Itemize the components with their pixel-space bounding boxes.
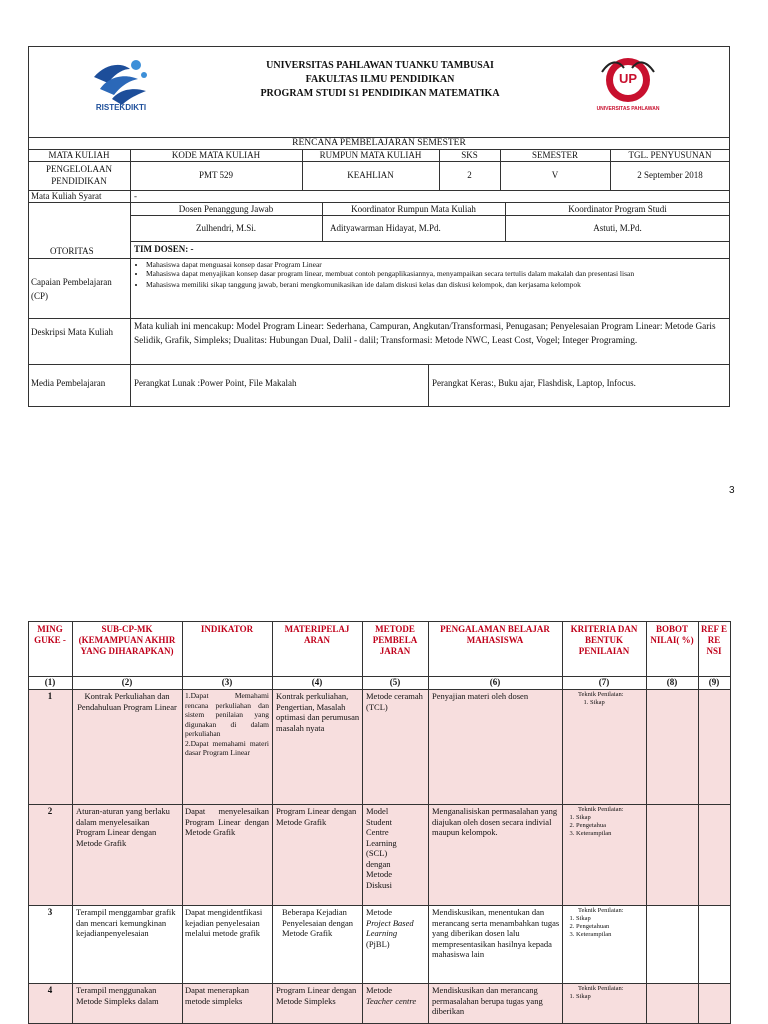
otoritas-label: OTORITAS <box>50 246 94 256</box>
kriteria-title: Teknik Penilaian: <box>578 985 624 992</box>
pengalaman: Mendiskusikan, menentukan dan merancang serta menambahkan tugas yang diberikan dosen lalu mempresentasikan hasilnya kepada mahasiswa lain <box>432 907 560 959</box>
desc-value: Mata kuliah ini mencakup: Model Program Linear: Sederhana, Campuran, Angkutan/Transformasi, Penugasan; Penyelesaian Program Linear: Metode Garis Selidik, Grafik, Simpleks; Dualitas: Hubungan Dual, Dalil - dalil; Transformasi: Metode NWC, Least Cost, Vogel; Integer Programing. <box>134 322 716 346</box>
indikator: Dapat mengidentfikasi kejadian penyelesaian melalui metode grafik <box>185 907 263 938</box>
metode <box>366 985 426 1023</box>
faculty-name: FAKULTAS ILMU PENDIDIKAN <box>305 74 455 85</box>
kriteria-item: 1. Sikap <box>590 699 644 707</box>
th-kriteria: KRITERIA DAN BENTUK PENILAIAN <box>570 624 638 656</box>
pengalaman: Mendiskusikan dan merancang permasalahan berupa tugas yang diberikan <box>432 985 543 1016</box>
cp-item: • Mahasiswa dapat menguasai konsep dasar Program Linear <box>146 260 724 269</box>
prereq-value: - <box>134 191 137 201</box>
val-semester: V <box>551 170 559 180</box>
prereq-label: Mata Kuliah Syarat <box>31 191 102 201</box>
indikator-1: 1.Dapat Memahami rencana perkuliahan dan sistem penilaian yang digunakan di dalam perkuliahan <box>185 691 269 738</box>
page-number: 3 <box>729 485 735 496</box>
media-soft: Perangkat Lunak :Power Point, File Makalah <box>134 378 297 388</box>
tim-dosen: TIM DOSEN: - <box>134 244 194 254</box>
materi: Program Linear dengan Metode Grafik <box>276 806 357 827</box>
val-sks: 2 <box>467 170 472 180</box>
colnum: (2) <box>121 677 133 687</box>
indikator-2: 2.Dapat memahami materi dasar Program Linear <box>185 738 269 757</box>
week-number: 1 <box>47 691 53 701</box>
cp-item: • Mahasiswa dapat menyajikan konsep dasar program linear, membuat contoh pengaplikasiannya, menyampaikan secara tertulis dalam makalah dan presentasi lisan <box>146 269 724 278</box>
metode-name: Project Based Learning <box>366 917 414 938</box>
metode-suffix: (PjBL) <box>366 938 390 949</box>
colnum: (1) <box>44 677 56 687</box>
colnum: (7) <box>598 677 610 687</box>
col-semester: SEMESTER <box>531 150 578 160</box>
kriteria <box>578 691 644 707</box>
kriteria-item: 3. Keterampilan <box>576 931 644 939</box>
kriteria-item: 2. Pengetahua <box>576 822 644 830</box>
rps-title: RENCANA PEMBELAJARAN SEMESTER <box>292 138 466 148</box>
col-kode: KODE MATA KULIAH <box>171 150 261 160</box>
col-mata-kuliah: MATA KULIAH <box>48 150 110 160</box>
role-prodi: Koordinator Program Studi <box>568 204 667 214</box>
th-sub-cp: SUB-CP-MK (KEMAMPUAN AKHIR YANG DIHARAPKAN) <box>78 624 176 656</box>
media-hard: Perangkat Keras:, Buku ajar, Flashdisk, Laptop, Infocus. <box>432 378 636 388</box>
universitas-pahlawan-logo <box>596 54 660 120</box>
colnum: (5) <box>389 677 401 687</box>
col-tgl: TGL. PENYUSUNAN <box>628 150 712 160</box>
colnum: (3) <box>221 677 233 687</box>
indikator: Dapat menerapkan metode simpleks <box>185 985 249 1006</box>
kriteria-title: Teknik Penilaian: <box>578 907 624 914</box>
val-mata-kuliah: PENGELOLAAN PENDIDIKAN <box>46 164 112 186</box>
kriteria-item: 1. Sikap <box>576 814 644 822</box>
col-sks: SKS <box>461 150 478 160</box>
materi: Beberapa Kejadian Penyelesaian dengan Metode Grafik <box>282 907 354 938</box>
university-seal-initials: UP <box>618 71 638 86</box>
th-indikator: INDIKATOR <box>200 624 254 634</box>
indikator: Dapat menyelesaikan Program Linear dengan Metode Grafik <box>185 806 269 837</box>
media-label: Media Pembelajaran <box>31 378 106 388</box>
name-prodi: Astuti, M.Pd. <box>593 223 642 233</box>
kriteria-item: 1. Sikap <box>576 993 644 1001</box>
kriteria <box>564 907 644 939</box>
role-dosen: Dosen Penanggung Jawab <box>178 204 274 214</box>
metode-label: Metode <box>366 907 392 917</box>
pengalaman: Menganalisiskan permasalahan yang diajukan oleh dosen secara indivial maupun kelompok. <box>432 806 558 837</box>
th-metode: METODE PEMBELA JARAN <box>372 624 418 656</box>
desc-label: Deskripsi Mata Kuliah <box>31 327 113 337</box>
col-rumpun: RUMPUN MATA KULIAH <box>319 150 422 160</box>
week-number: 2 <box>47 806 53 816</box>
pengalaman: Penyajian materi oleh dosen <box>432 691 529 701</box>
sub-cp: Terampil menggambar grafik dan mencari kemungkinan kejadianpenyelesaian <box>76 907 176 938</box>
program-name: PROGRAM STUDI S1 PENDIDIKAN MATEMATIKA <box>260 88 500 99</box>
ristekdikti-text: RISTEKDIKTI <box>95 103 147 112</box>
colnum: (6) <box>489 677 501 687</box>
th-minggu: MING GUKE - <box>34 624 66 645</box>
metode-label: Metode <box>366 985 392 995</box>
colnum: (4) <box>311 677 323 687</box>
metode: Metode ceramah (TCL) <box>366 691 423 712</box>
th-pengalaman: PENGALAMAN BELAJAR MAHASISWA <box>440 624 550 645</box>
university-name: UNIVERSITAS PAHLAWAN TUANKU TAMBUSAI <box>266 60 494 71</box>
kriteria-item: 3. Keterampilan <box>576 830 644 838</box>
name-rumpun: Adityawarman Hidayat, M.Pd. <box>330 223 441 233</box>
kriteria-title: Teknik Penilaian: <box>578 806 624 813</box>
metode <box>366 907 426 949</box>
val-kode: PMT 529 <box>198 170 234 180</box>
th-bobot: BOBOT NILAI( %) <box>650 624 694 645</box>
sub-cp: Terampil menggunakan Metode Simpleks dalam <box>76 985 159 1006</box>
kriteria <box>564 806 644 838</box>
sub-cp: Aturan-aturan yang berlaku dalam menyelesaikan Program Linear dengan Metode Grafik <box>76 806 170 848</box>
name-dosen: Zulhendri, M.Si. <box>196 223 256 233</box>
metode: Model Student Centre Learning (SCL) dengan Metode Diskusi <box>366 806 397 890</box>
val-rumpun: KEAHLIAN <box>347 170 394 180</box>
indikator <box>185 691 269 758</box>
th-referensi: REF E RE NSI <box>701 624 727 656</box>
week-number: 4 <box>47 985 53 995</box>
metode-name: Teacher centre <box>366 995 417 1006</box>
kriteria <box>564 985 644 1023</box>
university-logo-text: UNIVERSITAS PAHLAWAN <box>596 106 660 112</box>
ristekdikti-logo <box>86 55 156 117</box>
kriteria-title: Teknik Penilaian: <box>578 691 624 698</box>
week-number: 3 <box>47 907 53 917</box>
materi: Program Linear dengan Metode Simpleks <box>276 985 357 1006</box>
kriteria-item: 2. Pengetahuan <box>576 923 644 931</box>
cp-list <box>132 260 724 289</box>
role-rumpun: Koordinator Rumpun Mata Kuliah <box>351 204 476 214</box>
kriteria-item: 1. Sikap <box>576 915 644 923</box>
val-tgl: 2 September 2018 <box>637 170 703 180</box>
th-materi: MATERIPELAJ ARAN <box>284 624 350 645</box>
cp-label: Capaian Pembelajaran (CP) <box>31 277 112 301</box>
cp-item: • Mahasiswa memiliki sikap tanggung jawab, berani mengkomunikasikan ide dalam diskusi kelas dan diskusi kelompok, dan kerjasama kelompok <box>146 280 724 289</box>
colnum: (8) <box>666 677 678 687</box>
colnum: (9) <box>708 677 720 687</box>
sub-cp: Kontrak Perkuliahan dan Pendahuluan Program Linear <box>77 691 177 712</box>
materi: Kontrak perkuliahan, Pengertian, Masalah optimasi dan perumusan masalah nyata <box>276 691 360 733</box>
